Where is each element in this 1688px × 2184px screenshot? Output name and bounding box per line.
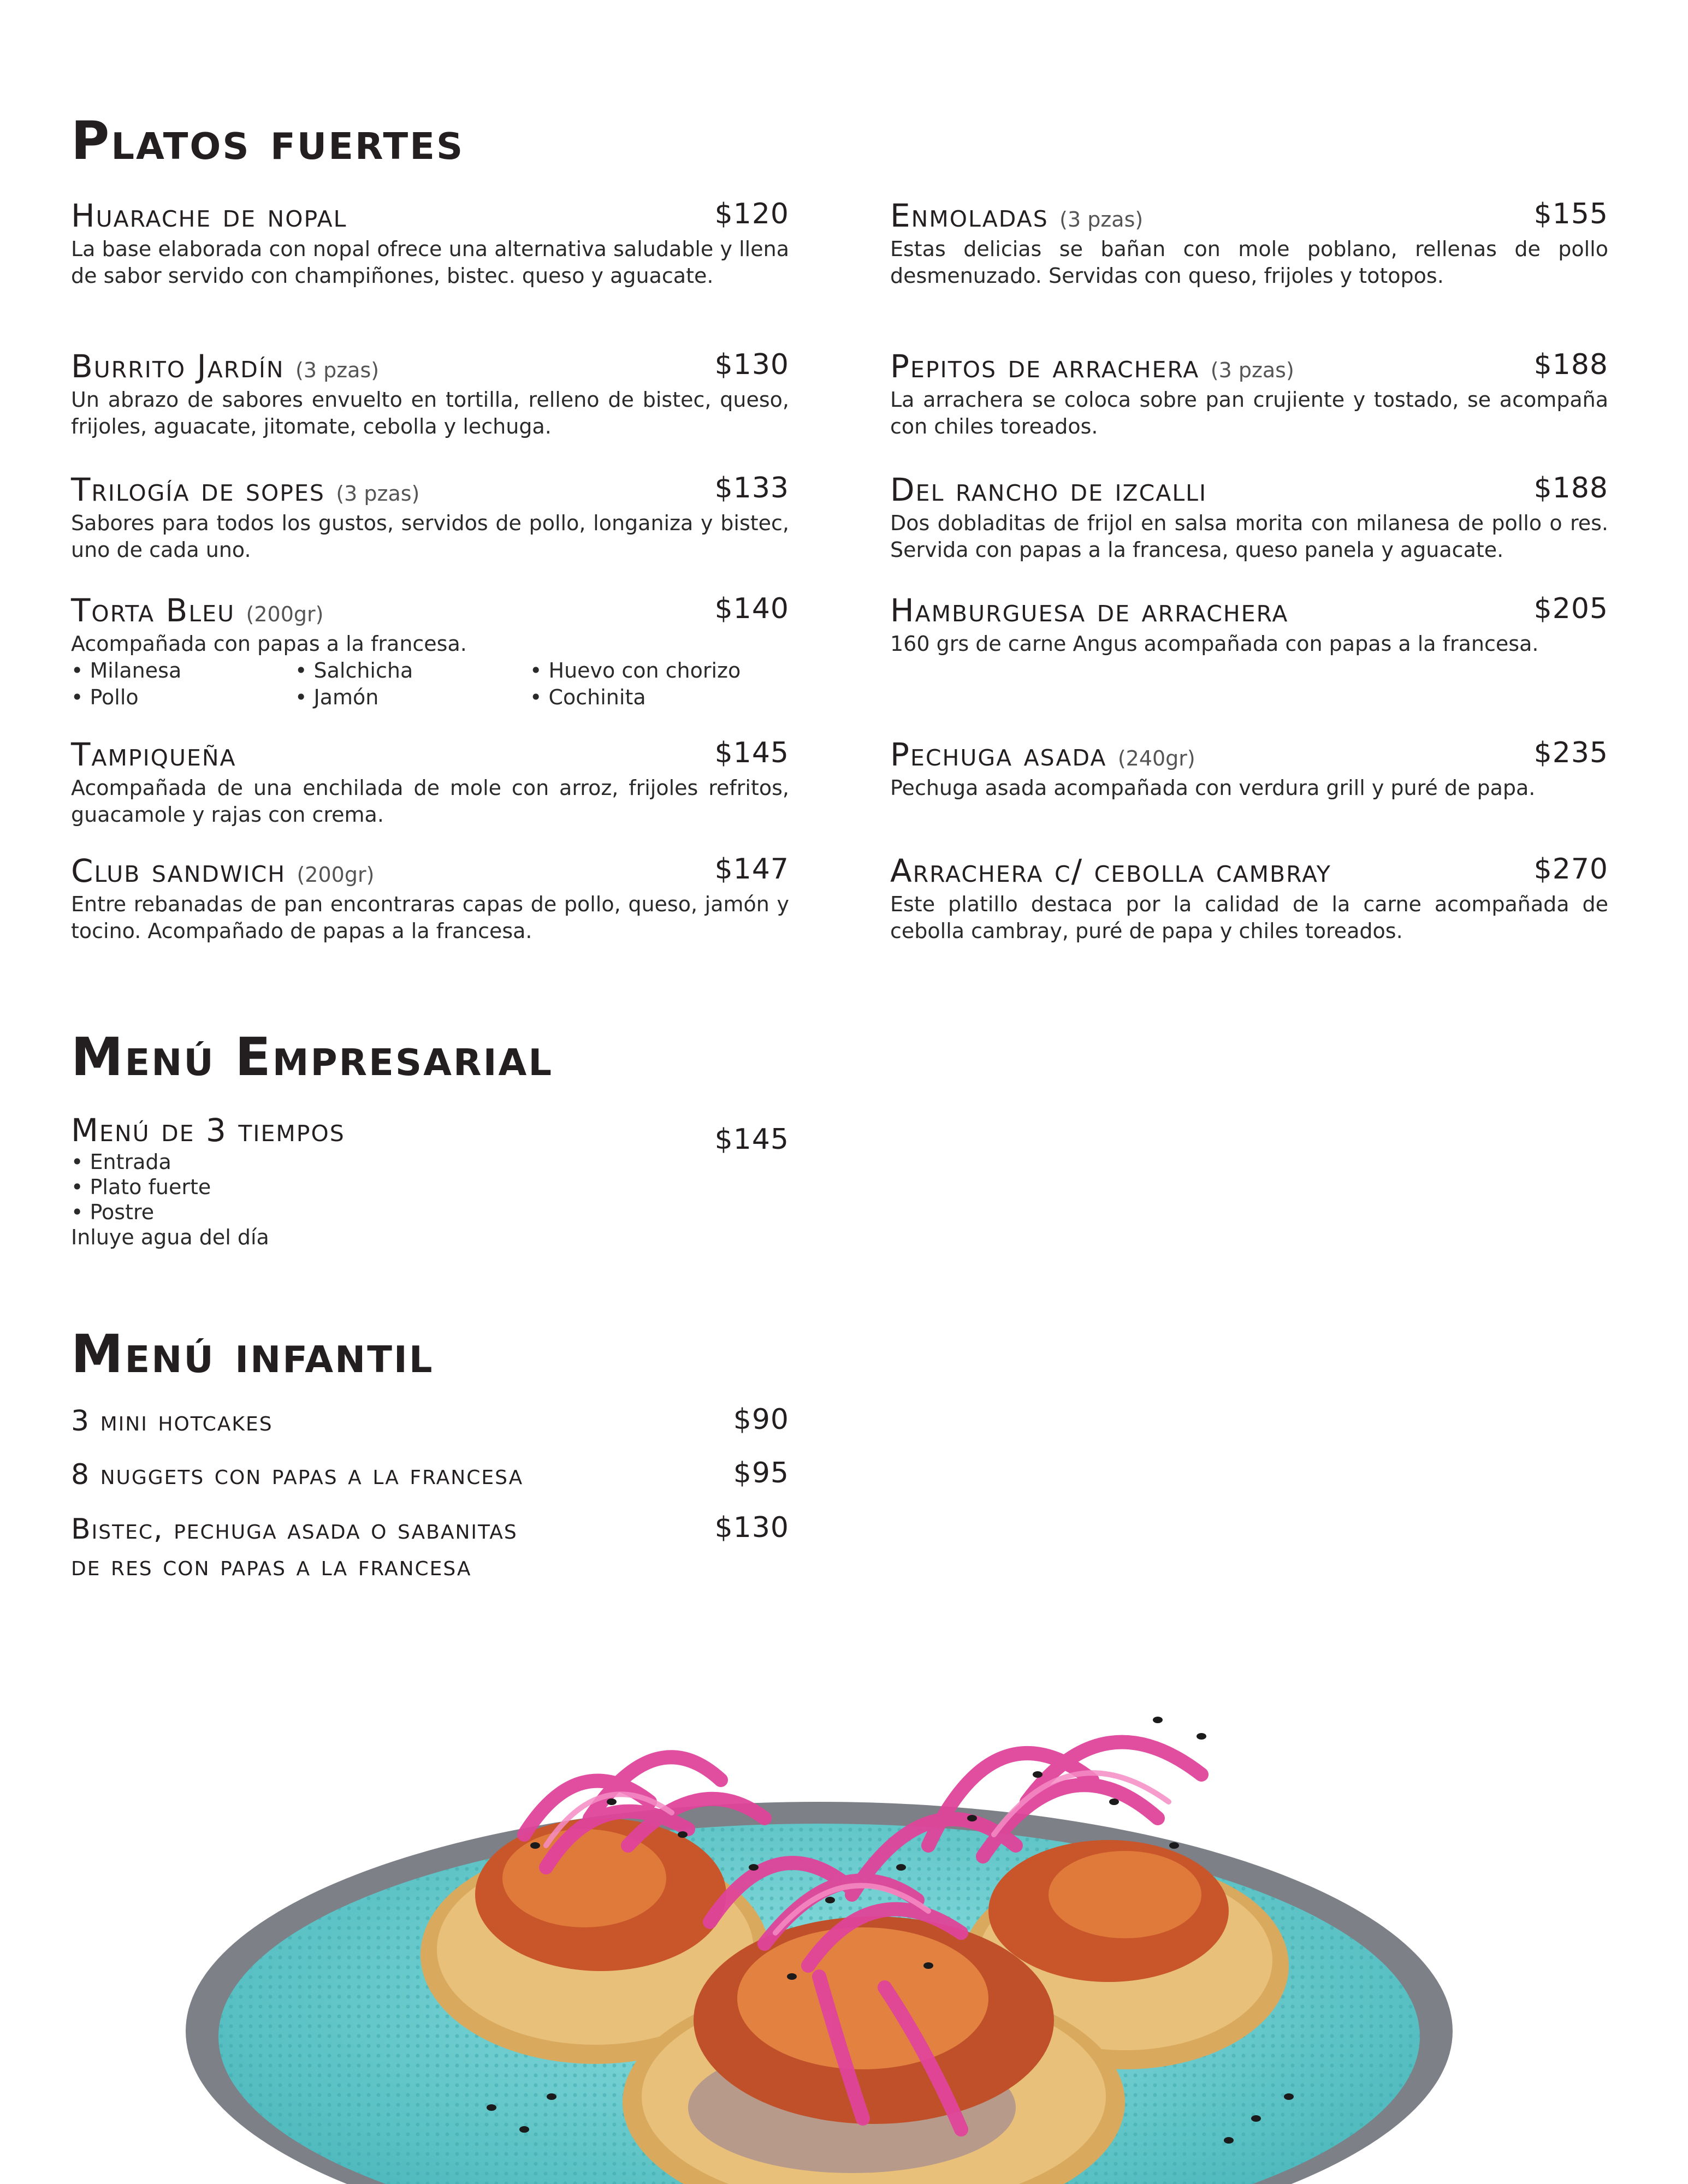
item-name: Trilogía de sopes (3 pzas) [71,471,420,508]
item-price: $133 [714,472,789,505]
menu-item-tampiquena [71,735,789,828]
option-cochinita: • Cochinita [530,685,646,709]
menu-item-arrachera-cebolla [890,852,1608,945]
menu-item-pechuga-asada [890,735,1608,802]
item-price: $205 [1533,592,1608,625]
item-description: La base elaborada con nopal ofrece una alternativa saludable y llena de sabor servido con champiñones, bistec. queso y aguacate. [71,237,789,288]
item-description: Este platillo destaca por la calidad de la carne acompañada de cebolla cambray, puré de papa y chiles toreados. [890,892,1608,943]
item-description: Un abrazo de sabores envuelto en tortilla, relleno de bistec, queso, frijoles, aguacate, jitomate, cebolla y lechuga. [71,388,789,438]
line-postre: • Postre [71,1200,155,1224]
item-description: Acompañada con papas a la francesa. [71,632,467,656]
item-name: Del rancho de izcalli [890,471,1207,508]
section-title-platos-fuertes: Platos fuertes [71,110,465,171]
item-name: Pechuga asada (240gr) [890,736,1195,773]
item-description: Acompañada de una enchilada de mole con arroz, frijoles refritos, guacamole y rajas con crema. [71,776,789,827]
option-huevo-chorizo: • Huevo con chorizo [530,658,741,682]
item-price: $140 [714,592,789,625]
menu-item-burrito-jardin [71,347,789,440]
item-price: $120 [714,198,789,230]
item-price: $90 [733,1403,789,1436]
menu-item-menu-3-tiempos [71,1111,789,1250]
item-price: $188 [1533,472,1608,505]
line-agua-del-dia: Inluye agua del día [71,1225,269,1249]
item-description: La arrachera se coloca sobre pan crujiente y tostado, se acompaña con chiles toreados. [890,388,1608,438]
item-quantity: (3 pzas) [336,482,420,506]
item-name: Tampiqueña [71,736,236,773]
item-name: Torta Bleu (200gr) [71,592,324,629]
item-price: $147 [714,853,789,886]
item-quantity: (200gr) [297,863,375,887]
item-description: Estas delicias se bañan con mole poblano, rellenas de pollo desmenuzado. Servidas con queso, frijoles y totopos. [890,237,1608,288]
line-entrada: • Entrada [71,1150,171,1174]
item-name: Pepitos de arrachera (3 pzas) [890,348,1294,385]
item-quantity: (200gr) [246,602,324,626]
item-quantity: (3 pzas) [1210,358,1294,382]
item-price: $270 [1533,853,1608,886]
menu-item-hamburguesa-arrachera [890,591,1608,657]
option-jamon: • Jamón [295,685,379,709]
menu-item-enmoladas [890,197,1608,289]
item-price: $145 [714,737,789,769]
menu-item-nuggets [71,1456,789,1494]
item-name: Arrachera c/ cebolla cambray [890,852,1331,889]
item-name: Bistec, pechuga asada o sabanitas [71,1513,518,1546]
sopes-photo [0,1638,1688,2184]
menu-item-trilogia-sopes [71,471,789,563]
item-price: $130 [714,1511,789,1544]
menu-item-mini-hotcakes [71,1402,789,1440]
item-quantity: (3 pzas) [295,358,380,382]
item-quantity: (240gr) [1117,746,1195,770]
item-name: Enmoladas (3 pzas) [890,197,1144,234]
item-description: Sabores para todos los gustos, servidos de pollo, longaniza y bistec, uno de cada uno. [71,511,789,562]
option-milanesa: • Milanesa [71,658,182,682]
menu-item-del-rancho [890,471,1608,563]
item-name: Burrito Jardín (3 pzas) [71,348,380,385]
item-name: 3 mini hotcakes [71,1405,273,1438]
line-plato-fuerte: • Plato fuerte [71,1175,211,1199]
item-description: Dos dobladitas de frijol en salsa morita con milanesa de pollo o res. Servida con papas a la francesa, queso panela y aguacate. [890,511,1608,562]
torta-options [71,657,789,711]
item-name: 8 nuggets con papas a la francesa [71,1458,524,1491]
item-price: $145 [714,1123,789,1156]
item-price: $155 [1533,198,1608,230]
item-quantity: (3 pzas) [1059,207,1144,232]
menu-item-torta-bleu [71,591,789,711]
section-title-menu-empresarial: Menú Empresarial [71,1026,554,1088]
menu-item-club-sandwich [71,852,789,945]
menu-item-pepitos-arrachera [890,347,1608,440]
item-price: $235 [1533,737,1608,769]
item-name: Menú de 3 tiempos [71,1112,345,1149]
menu-item-huarache [71,197,789,289]
item-description: 160 grs de carne Angus acompañada con papas a la francesa. [890,632,1539,656]
section-title-menu-infantil: Menú infantil [71,1324,434,1385]
option-salchicha: • Salchicha [295,658,413,682]
item-description: Pechuga asada acompañada con verdura grill y puré de papa. [890,776,1536,800]
item-price: $188 [1533,348,1608,381]
item-price: $130 [714,348,789,381]
item-name-line2: de res con papas a la francesa [71,1550,472,1582]
item-name: Club sandwich (200gr) [71,852,375,889]
item-name: Huarache de nopal [71,197,347,234]
item-name: Hamburguesa de arrachera [890,592,1289,629]
menu-item-bistec-pechuga-sabanitas [71,1510,789,1583]
item-description: Entre rebanadas de pan encontraras capas de pollo, queso, jamón y tocino. Acompañado de papas a la francesa. [71,892,789,943]
item-price: $95 [733,1457,789,1489]
option-pollo: • Pollo [71,685,139,709]
menu-3-tiempos-lines [71,1149,789,1250]
